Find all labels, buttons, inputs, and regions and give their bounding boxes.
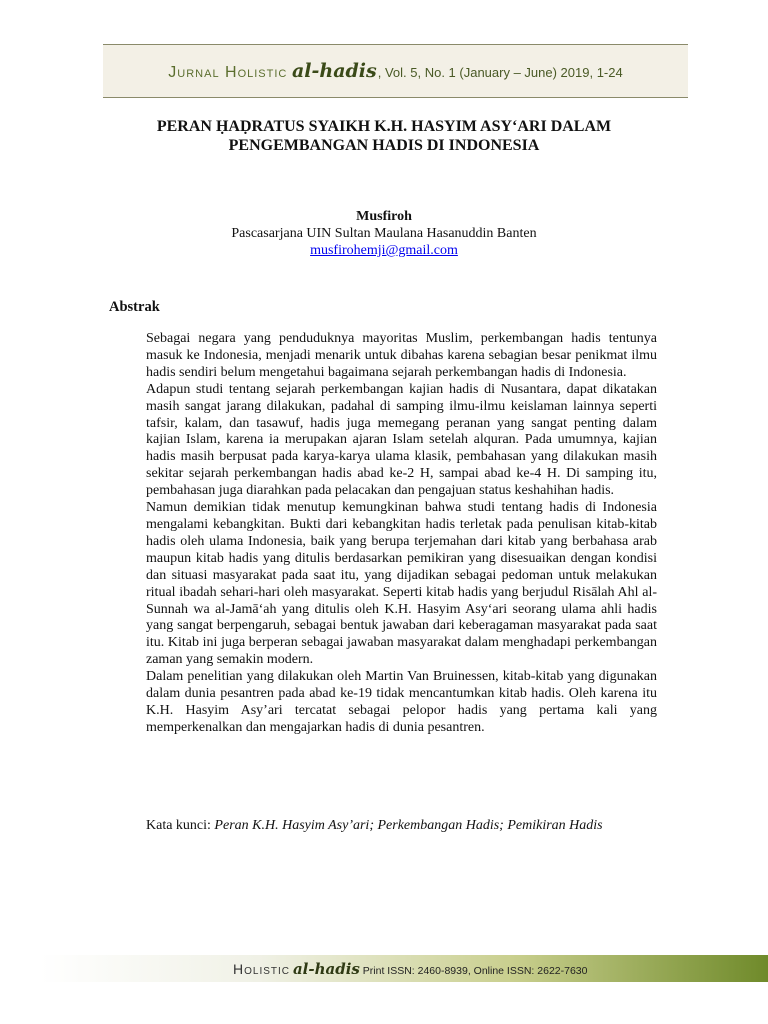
abstract-paragraph: Adapun studi tentang sejarah perkembangan kajian hadis di Nusantara, dapat dikatakan masih sangat jarang dilakukan, padahal di samping ilmu-ilmu keislaman lainnya seperti tafsir, kalam, dan tasawuf, hadis juga memegang peranan yang sangat penting dalam kajian Islam, karena ia merupakan ajaran Islam setelah alquran. Pada umumnya, kajian hadis masih berpusat pada karya-karya ulama klasik, pembahasan yang dilakukan masih sekitar sejarah perkembangan hadis abad ke-2 H, sampai abad ke-4 H. Di samping itu, pembahasan juga diarahkan pada pelacakan dan pengajuan status keshahihan hadis.: [146, 381, 657, 499]
footer-logo-text: al-hadis: [292, 960, 360, 978]
footer-issn: Print ISSN: 2460-8939, Online ISSN: 2622-7630: [362, 965, 588, 977]
footer-journal-name: Holistic: [233, 961, 291, 977]
journal-logo-text: al-hadis: [291, 60, 377, 82]
article-title: [80, 117, 688, 155]
abstract-paragraph: Sebagai negara yang penduduknya mayoritas Muslim, perkembangan hadis tentunya masuk ke Indonesia, menjadi menarik untuk dibahas karena sebagian besar penikmat ilmu hadis sendiri belum mengetahui bagaimana sejarah perkembangan hadis di Indonesia.: [146, 331, 657, 380]
journal-footer: [40, 955, 768, 982]
header-line: [103, 60, 688, 82]
abstract-paragraph: Dalam penelitian yang dilakukan oleh Martin Van Bruinessen, kitab-kitab yang digunakan dalam dunia pesantren pada abad ke-19 tidak mencantumkan kitab hadis. Oleh karena itu K.H. Hasyim Asy’ari tercatat sebagai pelopor hadis yang pertama kali yang memperkenalkan dan mengajarkan hadis di dunia pesantren.: [146, 669, 657, 735]
journal-name: Jurnal Holistic: [168, 64, 288, 81]
author-email-link[interactable]: musfirohemji@gmail.com: [310, 243, 458, 258]
author-affiliation: Pascasarjana UIN Sultan Maulana Hasanuddin Banten: [231, 226, 537, 241]
footer-line: [233, 960, 588, 978]
volume-info: , Vol. 5, No. 1 (January – June) 2019, 1-24: [377, 65, 623, 80]
keywords: [146, 818, 686, 834]
abstract-body: [146, 331, 657, 737]
title-line-1: PERAN ḤAḌRATUS SYAIKH K.H. HASYIM ASY‘ARI DALAM: [156, 118, 612, 135]
author-name: Musfiroh: [356, 209, 412, 224]
author-block: [80, 208, 688, 259]
title-line-2: PENGEMBANGAN HADIS DI INDONESIA: [228, 137, 540, 154]
abstract-paragraph: Namun demikian tidak menutup kemungkinan bahwa studi tentang hadis di Indonesia mengalami kebangkitan. Bukti dari kebangkitan hadis terletak pada penulisan kitab-kitab hadis oleh ulama Indonesia, baik yang berupa terjemahan dari kitab yang berbahasa arab maupun kitab hadis yang ditulis berdasarkan pemikiran yang disesuaikan dengan kondisi dan situasi masyarakat pada saat itu, yang dijadikan sebagai pedoman untuk melakukan ritual ibadah sehari-hari oleh masyarakat. Seperti kitab hadis yang berjudul Risālah Ahl al-Sunnah wa al-Jamā‘ah yang ditulis oleh K.H. Hasyim Asy‘ari seorang ulama ahli hadis yang sangat berpengaruh, sebagai bentuk jawaban dari keberagaman masyarakat pada saat itu. Kitab ini juga berperan sebagai jawaban masyarakat dalam menghadapi perkembangan zaman yang semakin modern.: [146, 500, 657, 668]
keywords-values: Peran K.H. Hasyim Asy’ari; Perkembangan Hadis; Pemikiran Hadis: [214, 818, 603, 833]
keywords-label: Kata kunci:: [146, 818, 215, 833]
journal-header: [103, 44, 688, 98]
abstract-heading: Abstrak: [109, 299, 160, 315]
